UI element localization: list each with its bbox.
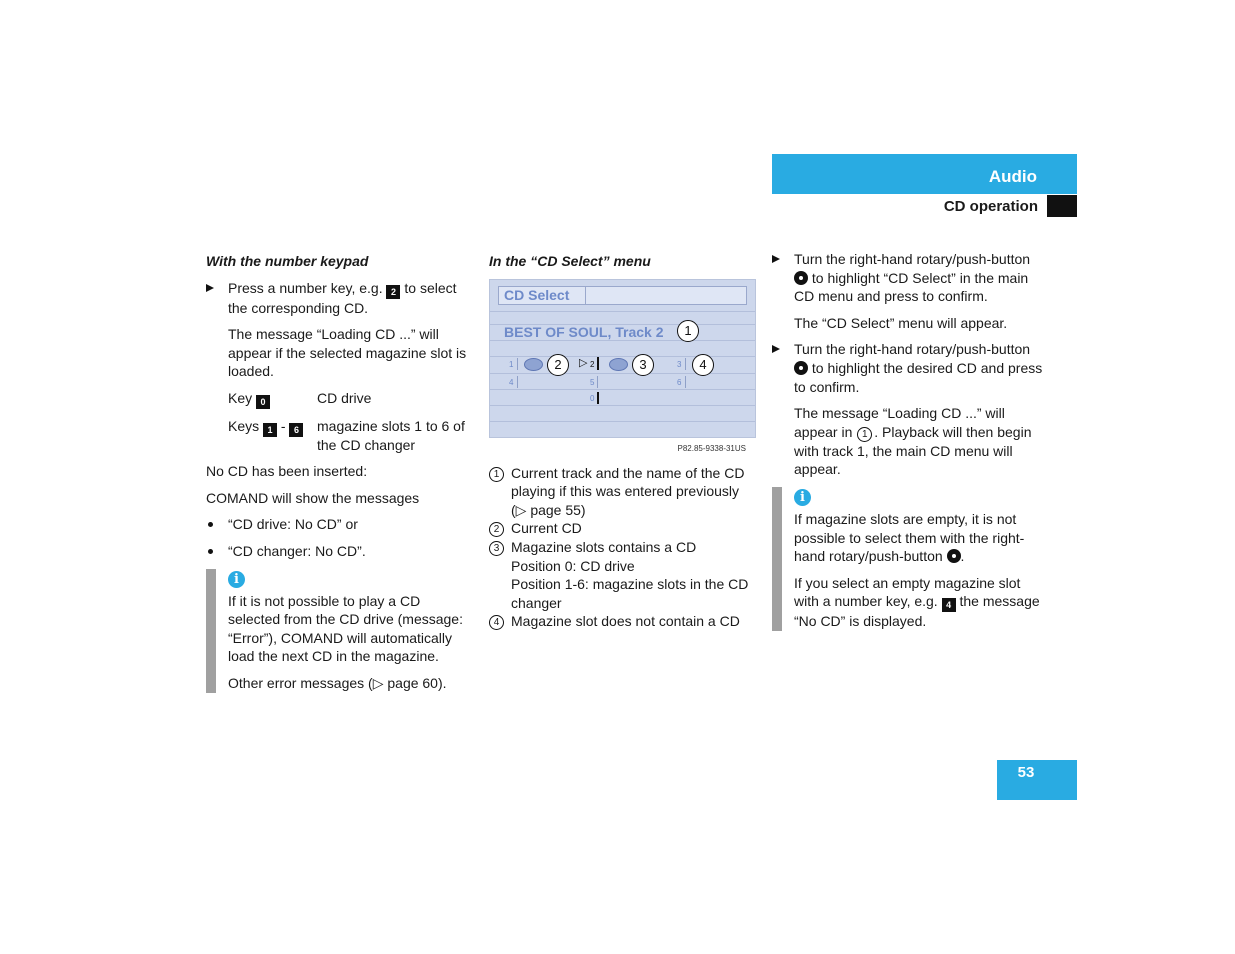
slot-label-5: 5 [590,377,595,387]
info-text-no-cd: If you select an empty magazine slot with a number key, e.g. 4 the message “No CD” is displayed. [794,574,1040,630]
key-0-description: CD drive [317,389,372,406]
slot-label-0: 0 [590,393,595,403]
screen-row-line [490,389,755,390]
info-box-error [206,569,476,693]
rotary-button-icon [794,361,808,375]
subsection-marker [1047,195,1077,217]
legend-item-3: 3 Magazine slots contains a CD Position 0: CD drive Position 1-6: magazine slots in the CD changer [489,538,757,612]
bullet-cd-drive: “CD drive: No CD” or [206,515,476,534]
info-bar [772,487,782,631]
figure-code: P82.85-9338-31US [677,443,746,453]
legend-number-icon: 2 [489,522,504,537]
slot-label-4: 4 [509,377,514,387]
no-cd-text: No CD has been inserted: [206,463,368,480]
slot-label-2: 2 [590,359,595,369]
current-slot-marker [597,357,599,370]
legend-item-4: 4 Magazine slot does not contain a CD [489,612,757,631]
slot-label-3: 3 [677,359,682,369]
callout-4: 4 [692,354,714,376]
heading-cd-select-menu: In the “CD Select” menu [489,253,651,269]
info-icon: i [794,489,811,506]
key-row-cd-drive: Key 0 CD drive [206,389,476,409]
step-arrow-icon [772,345,780,353]
page-number: 53 [1017,764,1035,781]
key-1-icon: 1 [263,423,277,437]
loading-message-text: The message “Loading CD ...” will appear if the selected magazine slot is loaded. [228,326,467,380]
slot-label-1: 1 [509,359,514,369]
section-header-bar [772,154,1077,194]
legend-number-icon: 3 [489,541,504,556]
callout-3: 3 [632,354,654,376]
info-text-other-errors: Other error messages (▷ page 60). [228,674,447,691]
info-text-error: If it is not possible to play a CD selected from the CD drive (message: “Error”), COMAND will automatically load the next CD in the magazine. [228,592,463,665]
step-arrow-icon [772,255,780,263]
info-text-empty-slots: If magazine slots are empty, it is not possible to select them with the right-hand rotary/push-button . [794,510,1025,565]
section-title: Audio [988,167,1037,186]
key-6-icon: 6 [289,423,303,437]
rotary-button-icon [947,549,961,563]
info-bar [206,569,216,693]
callout-1: 1 [677,320,699,342]
bullet-dot-icon [208,522,213,527]
page-number-box [997,760,1077,800]
screen-row-line [490,373,755,374]
screen-row-line [490,405,755,406]
callout-ref-icon: 1 [857,427,872,442]
heading-number-keypad: With the number keypad [206,253,369,269]
slot-label-6: 6 [677,377,682,387]
callout-2: 2 [547,354,569,376]
legend-item-2: 2 Current CD [489,519,757,538]
column-rotary-instructions [772,250,1044,631]
step-highlight-cd-select: Turn the right-hand rotary/push-button to highlight “CD Select” in the main CD menu and press to confirm. [772,250,1044,306]
menu-appear-text: The “CD Select” menu will appear. [794,314,1008,331]
legend-number-icon: 4 [489,615,504,630]
rotary-button-icon [794,271,808,285]
screen-row-line [490,311,755,312]
step-arrow-icon [206,284,214,292]
screen-track-name: BEST OF SOUL, Track 2 [504,323,664,340]
comand-messages-text: COMAND will show the messages [206,489,420,506]
legend-number-icon: 1 [489,467,504,482]
screen-title: CD Select [504,286,570,303]
key-0-icon: 0 [256,395,270,409]
legend-item-1: 1 Current track and the name of the CD playing if this was entered previously (▷ page 55) [489,464,757,520]
subsection-title: CD operation [943,198,1038,215]
bullet-dot-icon [208,549,213,554]
info-icon: i [228,571,245,588]
screen-row-line [490,421,755,422]
key-row-magazine: Keys 1 - 6 magazine slots 1 to 6 of the CD changer [206,417,476,454]
column-number-keypad [206,250,476,693]
keys-description: magazine slots 1 to 6 of the CD changer [317,417,465,453]
cd-select-screen [489,279,756,438]
step-press-number-key: Press a number key, e.g. 2 to select the corresponding CD. [206,279,476,318]
info-box-empty-slots [772,487,1044,631]
play-icon: ▷ [579,356,588,369]
disc-icon [609,358,628,371]
screen-row-line [490,356,755,357]
column-cd-select-menu [489,250,757,631]
bullet-cd-changer: “CD changer: No CD”. [206,542,476,561]
disc-icon [524,358,543,371]
step-highlight-desired-cd: Turn the right-hand rotary/push-button to highlight the desired CD and press to confirm. [772,340,1044,396]
loading-playback-text: The message “Loading CD ...” will appear in 1 . Playback will then begin with track 1, the main CD menu will appear. [794,405,1032,478]
key-2-icon: 2 [386,285,400,299]
key-4-icon: 4 [942,598,956,612]
